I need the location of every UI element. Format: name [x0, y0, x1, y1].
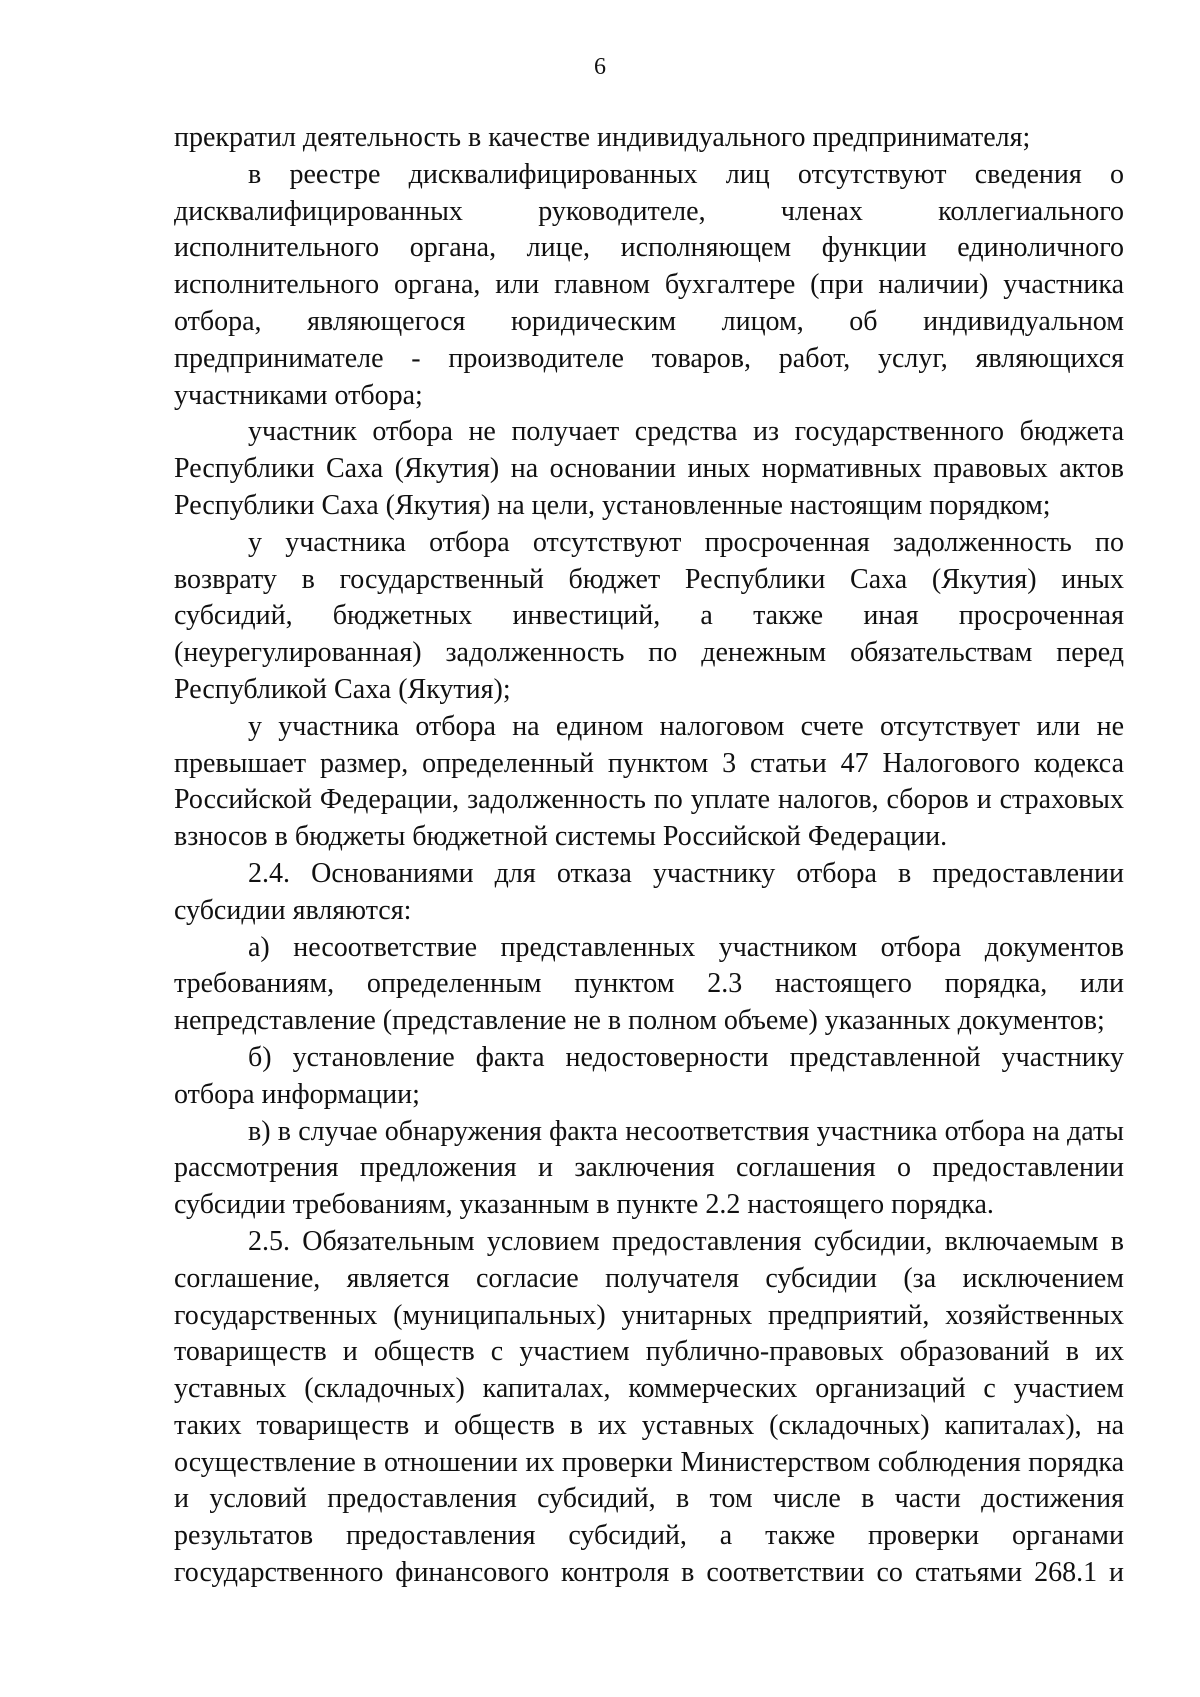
paragraph-item-a: а) несоответствие представленных участником отбора документов требованиям, определенным пунктом 2.3 настоящего порядка, или непредставление (представление не в полном объеме) указанных документов; — [174, 931, 1124, 1037]
paragraph-no-overdue-debt: у участника отбора отсутствуют просроченная задолженность по возврату в государственный бюджет Республики Саха (Якутия) иных субсидий, бюджетных инвестиций, а также иная просроченная (неурегулированная) задолженность по денежным обязательствам перед Республикой Саха (Якутия); — [174, 526, 1124, 705]
document-body — [174, 120, 1124, 1592]
paragraph-section-2-4: 2.4. Основаниями для отказа участнику отбора в предоставлении субсидии являются: — [174, 857, 1124, 926]
paragraph-tax-account: у участника отбора на едином налоговом счете отсутствует или не превышает размер, определенный пунктом 3 статьи 47 Налогового кодекса Российской Федерации, задолженность по уплате налогов, сборов и страховых взносов в бюджеты бюджетной системы Российской Федерации. — [174, 710, 1124, 853]
paragraph-no-budget-funds: участник отбора не получает средства из государственного бюджета Республики Саха (Якутия) на основании иных нормативных правовых актов Республики Саха (Якутия) на цели, установленные настоящим порядком; — [174, 416, 1124, 521]
paragraph-section-2-5: 2.5. Обязательным условием предоставления субсидии, включаемым в соглашение, является согласие получателя субсидии (за исключением государственных (муниципальных) унитарных предприятий, хозяйственных товариществ и обществ с участием публично-правовых образований в их уставных (складочных) капиталах, коммерческих организаций с участием таких товариществ и обществ в их уставных (складочных) капиталах), на осуществление в отношении их проверки Министерством соблюдения порядка и условий предоставления субсидий, в том числе в части достижения результатов предоставления субсидий, а также проверки органами государственного финансового контроля в соответствии со статьями 268.1 и — [174, 1225, 1124, 1589]
paragraph-item-b: б) установление факта недостоверности представленной участнику отбора информации; — [174, 1041, 1124, 1110]
paragraph-ended-entrepreneur: прекратил деятельность в качестве индивидуального предпринимателя; — [174, 122, 1031, 153]
paragraph-item-v: в) в случае обнаружения факта несоответствия участника отбора на даты рассмотрения предложения и заключения соглашения о предоставлении субсидии требованиям, указанным в пункте 2.2 настоящего порядка. — [174, 1115, 1124, 1221]
page-number: 6 — [594, 54, 606, 80]
paragraph-disqualified-registry: в реестре дисквалифицированных лиц отсутствуют сведения о дисквалифицированных руководителе, членах коллегиального исполнительного органа, лице, исполняющем функции единоличного исполнительного органа, или главном бухгалтере (при наличии) участника отбора, являющегося юридическим лицом, об индивидуальном предпринимателе - производителе товаров, работ, услуг, являющихся участниками отбора; — [174, 158, 1124, 411]
